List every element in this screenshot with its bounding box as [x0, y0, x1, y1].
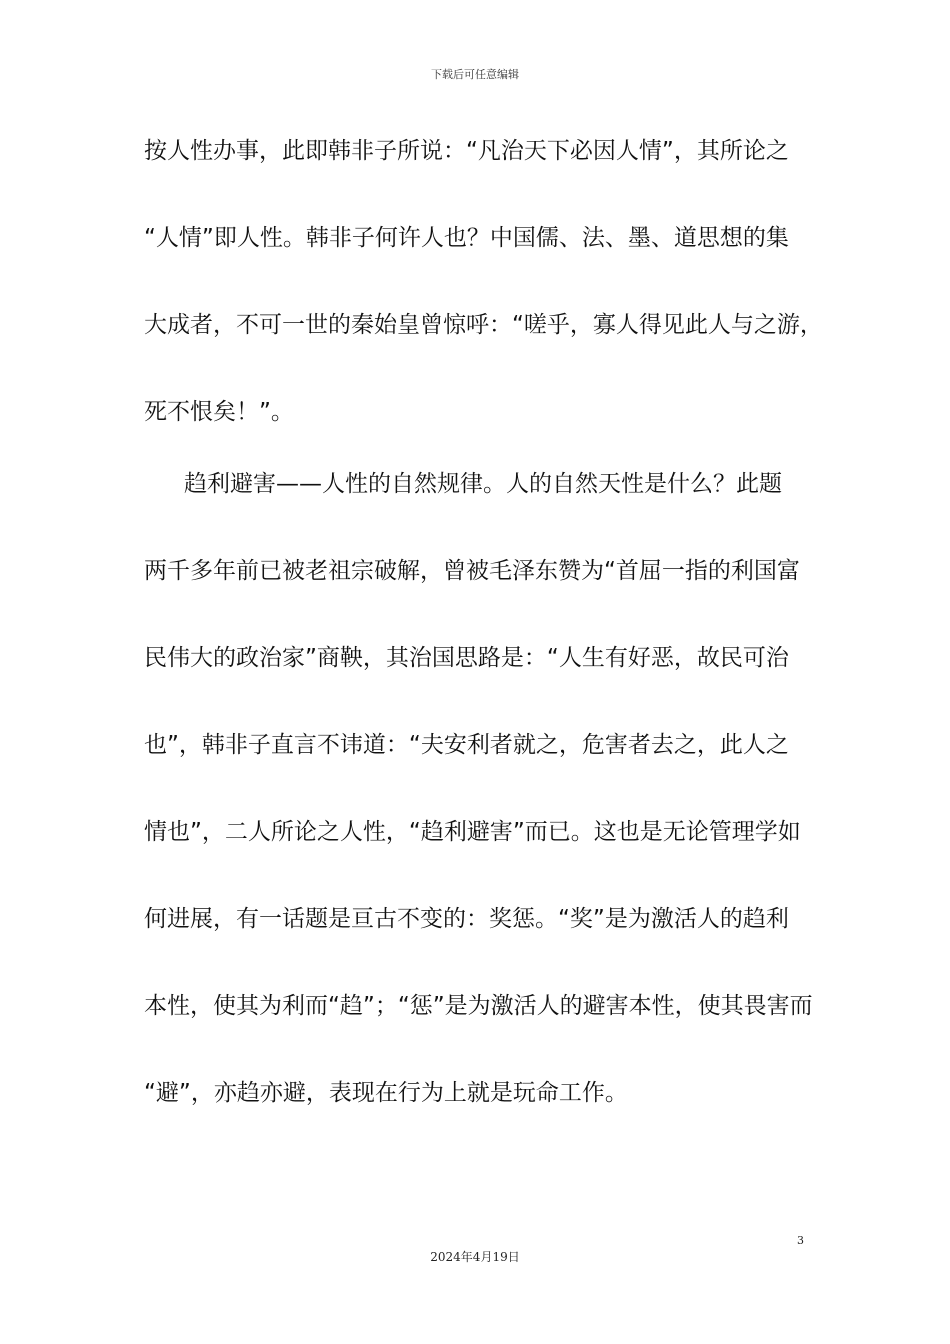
text-line-12: “避”，亦趋亦避，表现在行为上就是玩命工作。: [144, 1080, 628, 1106]
paragraph-2-first-line: 趋利避害——人性的自然规律。人的自然天性是什么？此题: [184, 471, 782, 497]
text-line-3: 大成者，不可一世的秦始皇曾惊呼：“嗟乎，寡人得见此人与之游，: [144, 312, 823, 338]
text-line-10: 何进展，有一话题是亘古不变的：奖惩。“奖”是为激活人的趋利: [144, 906, 789, 932]
text-line-9: 情也”，二人所论之人性，“趋利避害”而已。这也是无论管理学如: [144, 819, 801, 845]
page-header: 下载后可任意编辑: [431, 68, 519, 81]
text-line-4: 死不恨矣！”。: [144, 399, 294, 425]
text-line-7: 民伟大的政治家”商鞅，其治国思路是：“人生有好恶，故民可治: [144, 645, 789, 671]
text-line-1: 按人性办事，此即韩非子所说：“凡治天下必因人情”，其所论之: [144, 138, 789, 164]
page-number: 3: [797, 1234, 804, 1247]
text-line-6: 两千多年前已被老祖宗破解，曾被毛泽东赞为“首屈一指的利国富: [144, 558, 800, 584]
text-line-2: “人情”即人性。韩非子何许人也？中国儒、法、墨、道思想的集: [144, 225, 789, 251]
footer-date: 2024年4月19日: [430, 1250, 520, 1264]
text-line-8: 也”，韩非子直言不讳道：“夫安利者就之，危害者去之，此人之: [144, 732, 789, 758]
text-line-11: 本性，使其为利而“趋”；“惩”是为激活人的避害本性，使其畏害而: [144, 993, 813, 1019]
